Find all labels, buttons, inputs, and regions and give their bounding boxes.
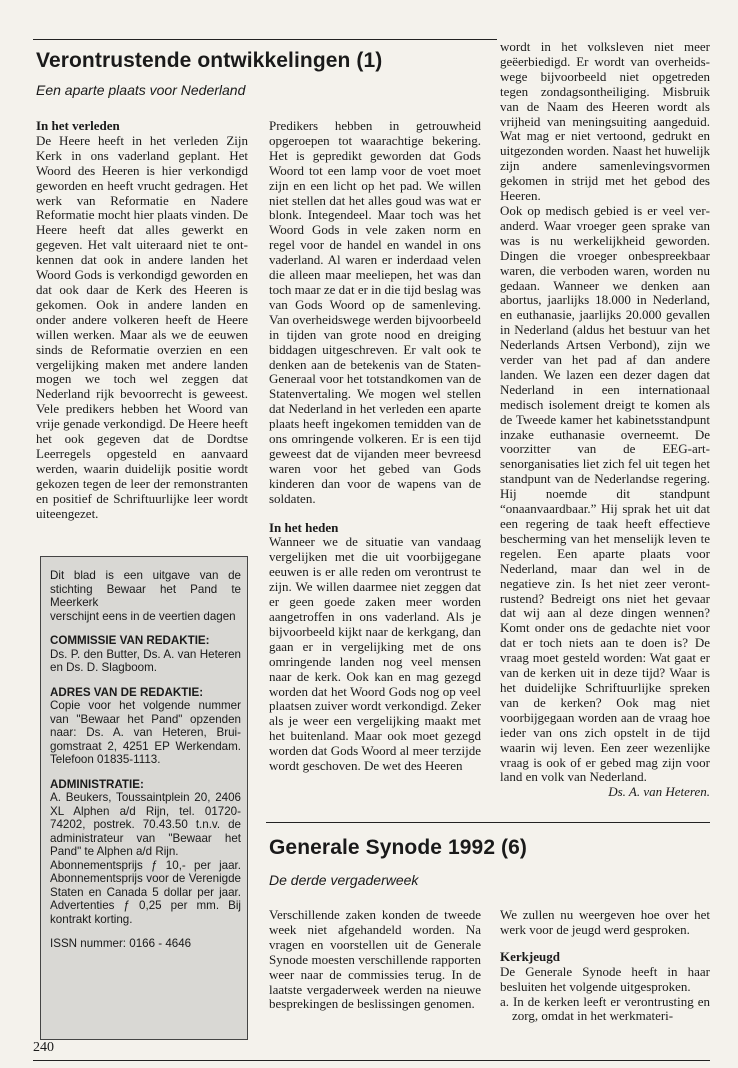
colophon-frequency: verschijnt eens in de veertien dagen xyxy=(50,609,236,623)
article-title: Verontrustende ontwikkelingen (1) xyxy=(36,49,383,72)
article2-title: Generale Synode 1992 (6) xyxy=(269,836,528,859)
top-rule xyxy=(33,39,497,40)
section-heading-heden: In het heden xyxy=(269,519,339,535)
article2-subtitle: De derde vergaderweek xyxy=(269,872,419,888)
author-signature: Ds. A. van Heteren. xyxy=(608,784,710,800)
paragraph: Ook op medisch gebied is er veel veranderd. Waar vroeger geen sprake van was is nu werkelijkheid geworden. Dingen die vroeger onbespreekbaar waren, die verboden waren, worden nu gedaan. Wanneer we denken aan abortus, jaarlijks 18.000 in Nederland, en euthanasie, jaarlijks 20.000 gevallen in Nederland (aldus het bestuur van het Nederlands Artsen Verbond), zijn we verder van het pad af dan andere landen. We lazen een dezer dagen dat Nederland in een internationaal medisch isolement dreigt te komen als de Tweede kamer het kabinetsstandpunt inzake euthanasie overneemt. De voorzitter van de EEG-artsenorganisaties liet zich fel uit tegen het standpunt van de Nederlandse regering. Hij noemde dit standpunt “onaanvaardbaar.” Hij sprak het uit dat een regering de taak heeft effectieve bescherming van het menselijk leven te regelen. Een aparte plaats voor Nederland, maar dan wel in de negatieve zin. Is het niet zeer verontrustend? Bedreigt ons niet het gevaar dat wij aan al deze dingen wennen? Komt onder ons de gedachte niet voor dat er toch niets aan te doen is? De vraag moet gesteld worden: Wat gaat er van de kerken uit in deze tijd? Waar is het duidelijke Schriftuurlijke spreken van de kerken? Ook mag niet voorbijgegaan worden aan de vraag hoe ieder van ons zich opstelt in de tijd waarin wij leven. Een zeer wezenlijke vraag is ook of er gebed mag zijn voor land en volk van Nederland. xyxy=(500,202,710,785)
article1-column-1 xyxy=(36,119,248,521)
paragraph: wordt in het volksleven niet meer geëerbiedigd. Er wordt van overheidswege bijvoorbeeld niet opgetreden tegen zondagsontheiliging. Misbruik van de Naam des Heeren wordt als vrijheid van meningsuiting aangeduid. Wat mag er niet vertoond, gedrukt en uitgezonden worden. Naast het huwelijk zijn andere samenlevingsvormen gekomen in strijd met het gebod des Heeren. xyxy=(500,39,710,204)
article-subtitle: Een aparte plaats voor Nederland xyxy=(36,82,246,98)
colophon-intro: Dit blad is een uitgave van de stichting Bewaar het Pand te Meerkerk xyxy=(50,569,241,609)
section-heading-verleden: In het verleden xyxy=(36,118,120,133)
adres-heading: ADRES VAN DE REDAKTIE: xyxy=(50,685,204,699)
section-heading-kerkjeugd: Kerkjeugd xyxy=(500,948,560,964)
article2-rule xyxy=(266,822,710,823)
colophon-box xyxy=(40,556,248,1040)
list-item: a. In de kerken leeft er verontrusting en zorg, omdat in het werkmateri- xyxy=(500,993,710,1024)
issn-text: ISSN nummer: 0166 - 4646 xyxy=(50,937,192,950)
redactie-heading: COMMISSIE VAN REDAKTIE: xyxy=(50,634,210,647)
paragraph: Verschillende zaken konden de tweede week niet afgehandeld worden. Na vragen en voorstellen uit de Generale Synode moesten verschillende rapporten weer naar de commissies terug. In de laatste vergaderweek werden na nieuwe besprekingen de beslissingen genomen. xyxy=(269,907,481,1012)
admin-text: A. Beukers, Toussaintplein 20, 2406 XL Alphen a/d Rijn, tel. 01720-74202, postrek. 70.43.50 t.n.v. de administrateur van "Bewaar het Pand" te Alphen a/d Rijn. xyxy=(50,791,241,858)
paragraph: Predikers hebben in getrouwheid opgeroepen tot waarachtige bekering. Het is gepredikt geworden dat Gods Woord tot een lamp voor de voet moet zijn en een licht op het pad. We willen niet stellen dat het alles goud was wat er blonk. Integendeel. Maar toch was het Woord Gods in vele zaken norm en regel voor de handel en wandel in ons vaderland. Al waren er inderdaad velen die alleen maar meeliepen, het was dan toch maar ze dat er in die tijd beslag was van Gods Woord op de samenleving. Van overheidswege werden bijvoorbeeld in tijden van grote nood en dreiging biddagen uitgeschreven. Er valt ook te denken aan de betekenis van de Staten-Generaal voor het totstandkomen van de Statenvertaling. We mogen wel stellen dat Nederland in het verleden een aparte plaats heeft ingekomen temidden van de ons omringende volkeren. Er is een tijd geweest dat de vijanden meer bevreesd waren voor het gebed van Gods kinderen dan voor de wapens van de soldaten. xyxy=(269,118,481,506)
prices-text: Abonnementsprijs ƒ 10,- per jaar. Abonnementsprijs voor de Verenigde Staten en Canada 5 dollar per jaar. Advertenties ƒ 0,25 per mm. Bij kontrakt korting. xyxy=(50,858,241,926)
adres-text: Copie voor het volgende nummer van "Bewaar het Pand" opzenden naar: Ds. A. van Heteren, Bruigomstraat 2, 4251 EP Werkendam. Telefoon 01835-1113. xyxy=(50,699,241,766)
article1-column-3 xyxy=(500,40,710,800)
admin-heading: ADMINISTRATIE: xyxy=(50,777,144,791)
bottom-rule xyxy=(33,1060,710,1061)
paragraph: We zullen nu weergeven hoe over het werk voor de jeugd werd gesproken. xyxy=(500,907,710,937)
article2-column-1 xyxy=(269,908,481,1012)
redactie-text: Ds. P. den Butter, Ds. A. van Heteren en Ds. D. Slagboom. xyxy=(50,647,241,674)
paragraph: De Heere heeft in het verleden Zijn Kerk in ons vaderland geplant. Het Woord des Heeren is hier verkondigd geworden en heeft vrucht gedragen. Het werk van Reformatie en Nadere Reformatie mocht hier plaats vinden. De Heere heeft dat alles gewerkt en gegeven. Het valt uiteraard niet te ontkennen dat ook in andere landen het Woord Gods is verkondigd geworden en dat ook daar de Kerk des Heeren is gekomen. Ook in andere landen en onder andere volkeren heeft de Heere willen werken. Maar als we de eeuwen sinds de Reformatie overzien en een vergelijking maken met andere landen mogen we toch wel zeggen dat Nederland rijk bevoorrecht is geweest. Vele predikers hebben het Woord van vrije genade verkondigd. De Heere heeft het ook gegeven dat de Dordtse Leerregels opgesteld en aanvaard werden, waarin duidelijk positie wordt gekozen tegen de leer der remonstranten en positief de Schriftuurlijke leer wordt uiteengezet. xyxy=(36,132,248,521)
article1-column-2 xyxy=(269,119,481,774)
article2-column-2 xyxy=(500,908,710,1024)
paragraph: De Generale Synode heeft in haar besluiten het volgende uitgesproken. xyxy=(500,963,710,994)
page-number: 240 xyxy=(33,1040,54,1055)
paragraph: Wanneer we de situatie van vandaag vergelijken met die uit voorbijgegane eeuwen is er alle reden om verontrust te zijn. We willen daarmee niet zeggen dat er geen goede zaken meer worden aangetroffen in ons vaderland. Als je bijvoorbeeld kijkt naar de kerkgang, dan gaan er in vergelijking met de ons omringende landen nog veel mensen naar de kerk. Ook kan en mag gezegd worden dat het Woord Gods nog op veel plaatsen zuiver wordt verkondigd. Zeker als je weer een vergelijking maakt met het buitenland. Maar ook moet gezegd worden dat Gods Woord al meer terzijde wordt geschoven. De wet des Heeren xyxy=(269,534,481,774)
